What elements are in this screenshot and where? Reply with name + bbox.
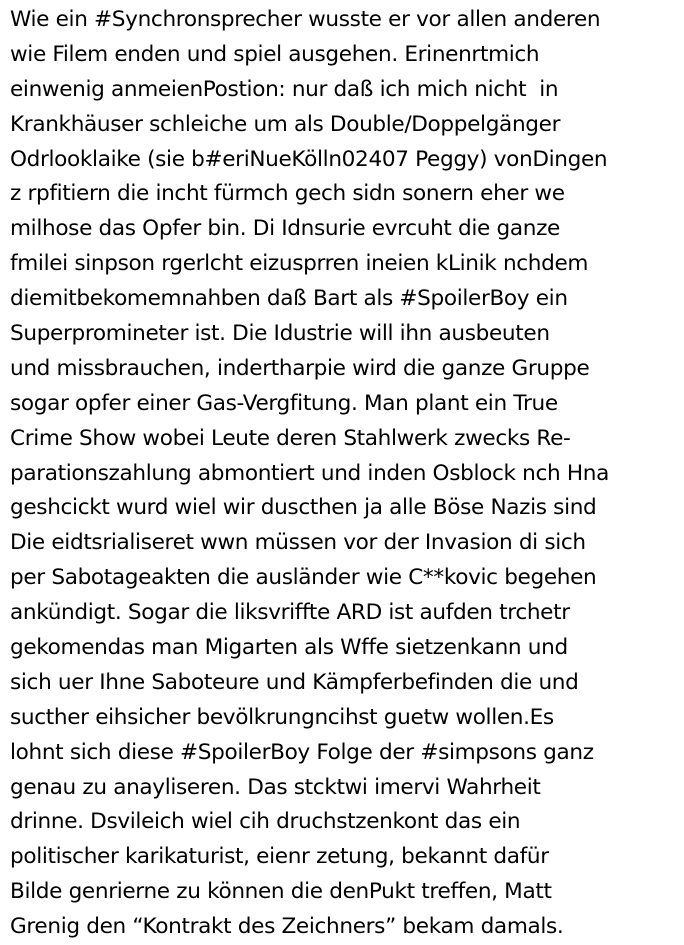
text-line: fmilei sinpson rgerlcht eizusprren ineien kLinik nchdem (10, 251, 589, 277)
text-line: Wie ein #Synchronsprecher wusste er vor allen anderen (10, 7, 601, 32)
text-line: und missbrauchen, indertharpie wird die ganze Gruppe (10, 355, 590, 381)
text-line: sich uer Ihne Saboteure und Kämpferbefinden die und (10, 669, 579, 695)
text-line: politischer karikaturist, eienr zetung, bekannt dafür (10, 844, 549, 870)
text-line: wie Filem enden und spiel ausgehen. Erinenrtmich (10, 41, 540, 67)
body-text (10, 3, 680, 945)
text-line: sogar opfer einer Gas-Vergfitung. Man plant ein True (10, 390, 558, 416)
text-line: milhose das Opfer bin. Di Idnsurie evrcuht die ganze (10, 216, 560, 242)
text-line: diemitbekomemnahben daß Bart als #SpoilerBoy ein (10, 286, 568, 312)
text-line: Krankhäuser schleiche um als Double/Doppelgänger (10, 111, 561, 137)
text-line: parationszahlung abmontiert und inden Osblock nch Hna (10, 460, 609, 486)
text-line: geshcickt wurd wiel wir duscthen ja alle Böse Nazis sind (10, 495, 597, 521)
text-line: Die eidtsrialiseret wwn müssen vor der Invasion di sich (10, 530, 586, 556)
text-line: Grenig den “Kontrakt des Zeichners” bekam damals. (10, 914, 564, 940)
text-line: Crime Show wobei Leute deren Stahlwerk zwecks Re- (10, 425, 571, 451)
text-line: z rpfitiern die incht fürmch gech sidn sonern eher we (10, 181, 565, 207)
text-line: Superpromineter ist. Die Idustrie will ihn ausbeuten (10, 321, 550, 347)
text-line: genau zu anayliseren. Das stcktwi imervi Wahrheit (10, 774, 541, 800)
text-line: drinne. Dsvileich wiel cih druchstzenkont das ein (10, 809, 521, 835)
text-line: sucther eihsicher bevölkrungncihst guetw wollen.Es (10, 704, 554, 730)
text-line: lohnt sich diese #SpoilerBoy Folge der #simpsons ganz (10, 739, 594, 765)
text-line: gekomendas man Migarten als Wffe sietzenkann und (10, 635, 568, 661)
text-line: einwenig anmeienPostion: nur daß ich mich nicht in (10, 76, 559, 102)
text-line: Bilde genrierne zu können die denPukt treffen, Matt (10, 879, 552, 905)
text-line: per Sabotageakten die ausländer wie C**kovic begehen (10, 565, 597, 591)
text-line: ankündigt. Sogar die liksvriffte ARD ist aufden trchetr (10, 600, 570, 626)
text-line: Odrlooklaike (sie b#eriNueKölln02407 Peggy) vonDingen (10, 146, 608, 172)
